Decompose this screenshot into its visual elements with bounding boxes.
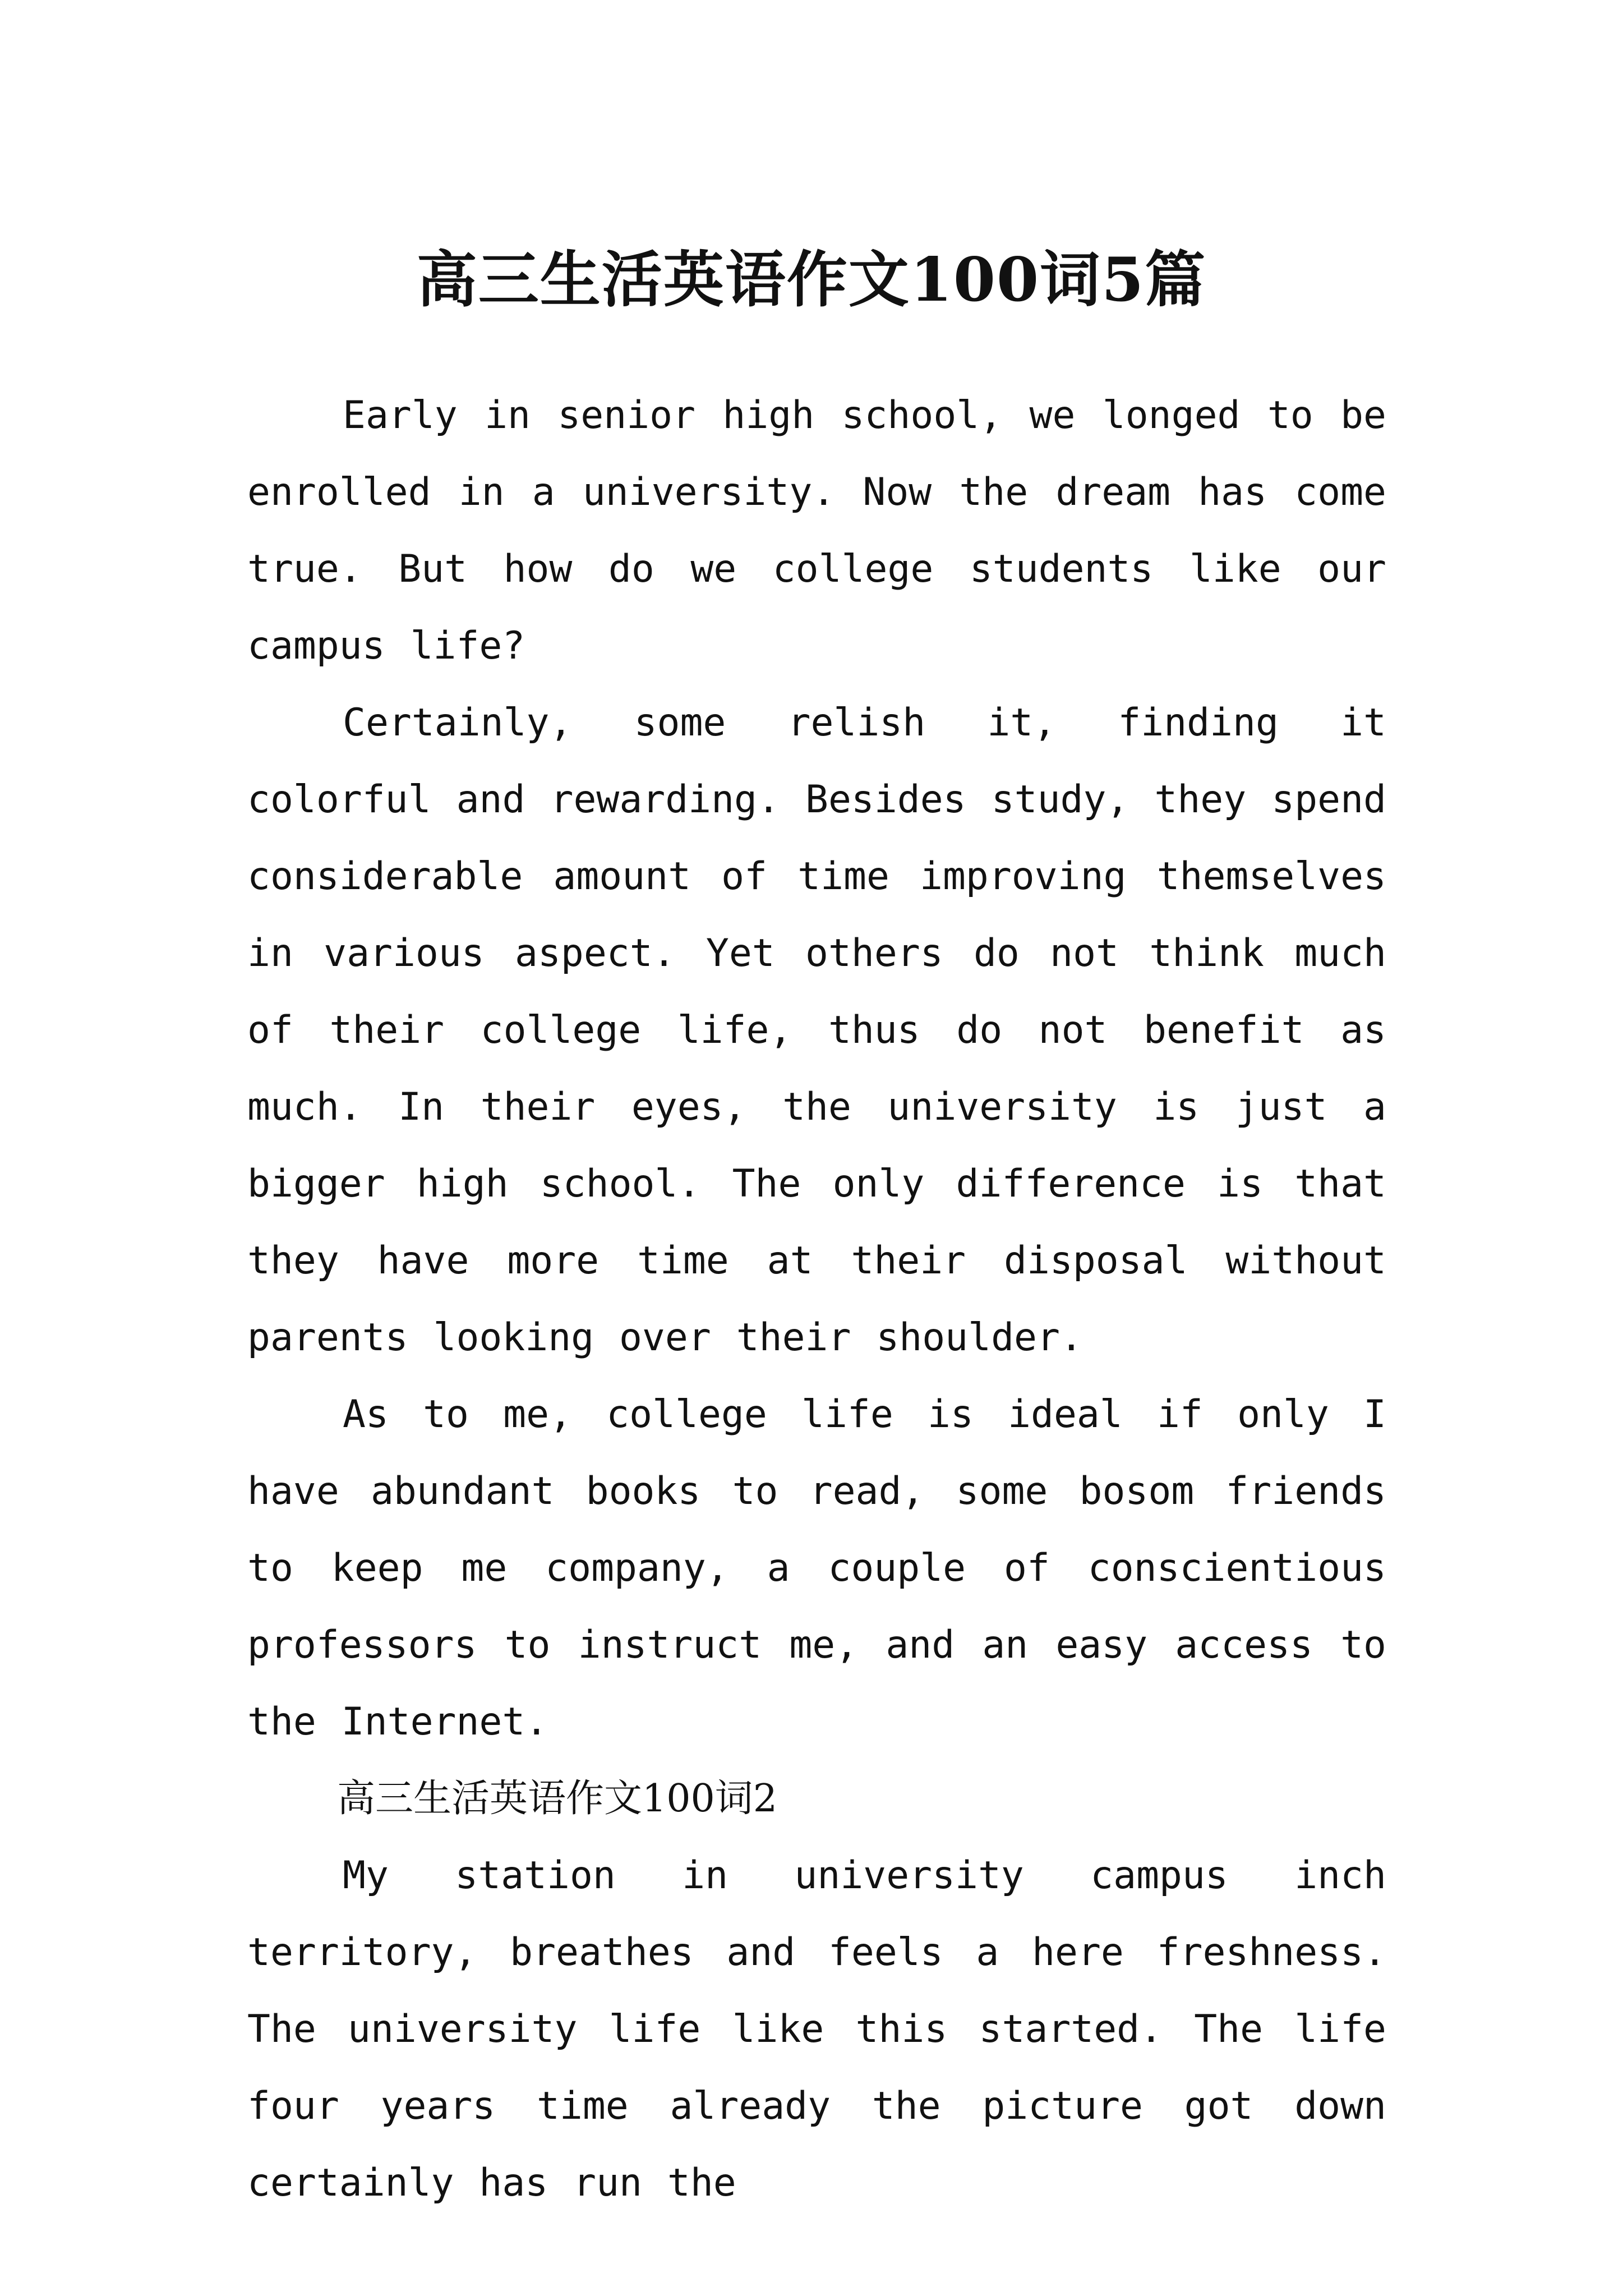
paragraph-3: As to me, college life is ideal if only I have abundant books to read, some bosom friends to keep me company, a couple of conscientious professors to instruct me, and an easy access to the Internet. bbox=[247, 1392, 1386, 1744]
section-2-heading: 高三生活英语作文100词2 bbox=[337, 1777, 778, 1821]
essay-body bbox=[247, 377, 1386, 2221]
paragraph-1: Early in senior high school, we longed to be enrolled in a university. Now the dream has come true. But how do we college students like our campus life? bbox=[247, 393, 1386, 668]
paragraph-2: Certainly, some relish it, finding it colorful and rewarding. Besides study, they spend considerable amount of time improving themselves in various aspect. Yet others do not think much of their college life, thus do not benefit as much. In their eyes, the university is just a bigger high school. The only difference is that they have more time at their disposal without parents looking over their shoulder. bbox=[247, 701, 1386, 1360]
page-title: 高三生活英语作文100词5篇 bbox=[416, 245, 1207, 316]
section-2-paragraph: My station in university campus inch territory, breathes and feels a here freshness. The university life like this started. The life four years time already the picture got down certainly has run the bbox=[247, 1853, 1386, 2205]
